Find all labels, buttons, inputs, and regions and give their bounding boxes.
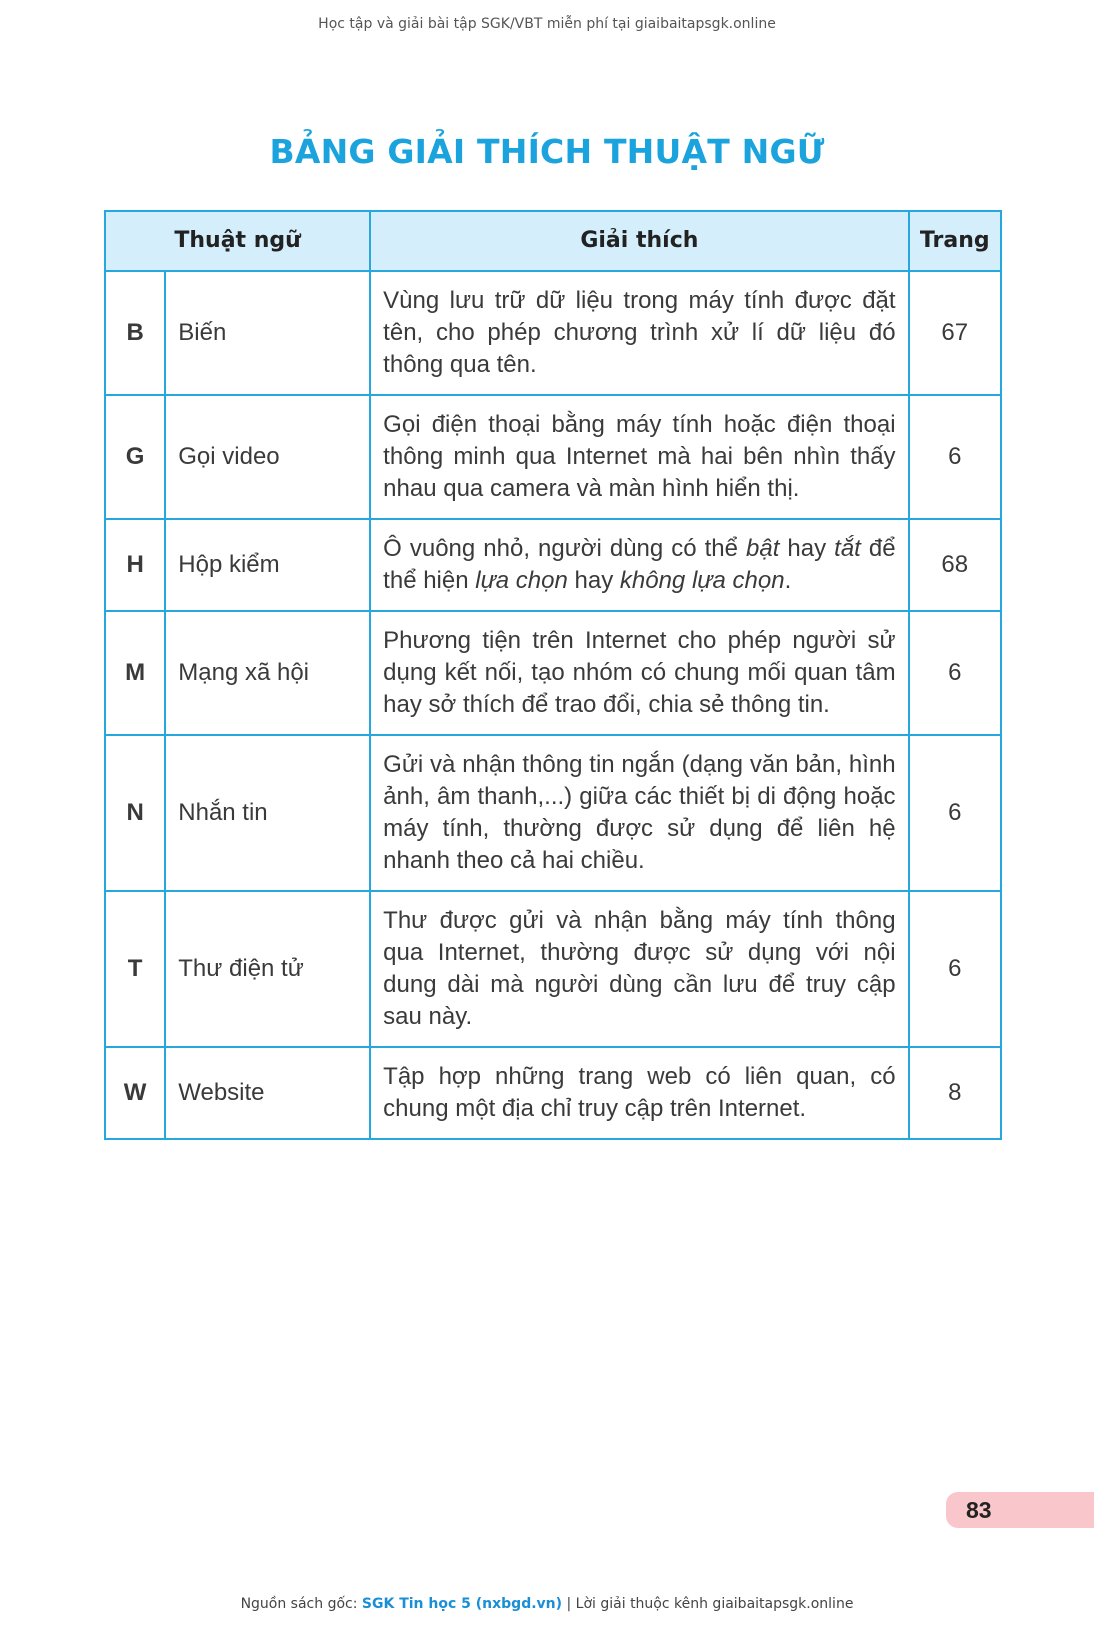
row-letter: N	[105, 735, 165, 891]
row-term: Mạng xã hội	[165, 611, 370, 735]
glossary-table	[104, 210, 1002, 1140]
row-definition: Tập hợp những trang web có liên quan, có chung một địa chỉ truy cập trên Internet.	[370, 1047, 908, 1139]
row-definition: Vùng lưu trữ dữ liệu trong máy tính được đặt tên, cho phép chương trình xử lí dữ liệu đó thông qua tên.	[370, 271, 908, 395]
row-definition: Ô vuông nhỏ, người dùng có thể bật hay tắt để thể hiện lựa chọn hay không lựa chọn.	[370, 519, 908, 611]
row-page: 8	[909, 1047, 1001, 1139]
footer-source: SGK Tin học 5 (nxbgd.vn)	[361, 1596, 563, 1612]
row-page: 6	[909, 891, 1001, 1047]
header-page: Trang	[909, 211, 1001, 271]
row-page: 68	[909, 519, 1001, 611]
row-page: 6	[909, 395, 1001, 519]
row-letter: W	[105, 1047, 165, 1139]
row-letter: M	[105, 611, 165, 735]
page-title: BẢNG GIẢI THÍCH THUẬT NGỮ	[269, 132, 825, 171]
row-letter: T	[105, 891, 165, 1047]
row-definition: Gọi điện thoại bằng máy tính hoặc điện thoại thông minh qua Internet mà hai bên nhìn thấy nhau qua camera và màn hình hiển thị.	[370, 395, 908, 519]
table-row	[105, 519, 1001, 611]
row-letter: B	[105, 271, 165, 395]
row-page: 67	[909, 271, 1001, 395]
row-page: 6	[909, 735, 1001, 891]
table-row	[105, 271, 1001, 395]
row-term: Website	[165, 1047, 370, 1139]
row-definition: Thư được gửi và nhận bằng máy tính thông qua Internet, thường được sử dụng với nội dung dài mà người dùng cần lưu để truy cập sau này.	[370, 891, 908, 1047]
row-page: 6	[909, 611, 1001, 735]
table-row	[105, 891, 1001, 1047]
table-row	[105, 611, 1001, 735]
header-definition: Giải thích	[370, 211, 908, 271]
top-note: Học tập và giải bài tập SGK/VBT miễn phí tại giaibaitapsgk.online	[318, 16, 776, 32]
footer-prefix: Nguồn sách gốc:	[240, 1596, 362, 1612]
row-definition: Phương tiện trên Internet cho phép người sử dụng kết nối, tạo nhóm có chung mối quan tâm hay sở thích để trao đổi, chia sẻ thông tin.	[370, 611, 908, 735]
row-term: Gọi video	[165, 395, 370, 519]
table-row	[105, 1047, 1001, 1139]
footer-note	[0, 1596, 1094, 1612]
row-letter: G	[105, 395, 165, 519]
table-row	[105, 395, 1001, 519]
header-term: Thuật ngữ	[105, 211, 370, 271]
row-term: Nhắn tin	[165, 735, 370, 891]
row-term: Thư điện tử	[165, 891, 370, 1047]
row-term: Biến	[165, 271, 370, 395]
table-header-row	[105, 211, 1001, 271]
page-number-badge: 83	[946, 1492, 1094, 1528]
table-row	[105, 735, 1001, 891]
footer-suffix: | Lời giải thuộc kênh giaibaitapsgk.online	[562, 1596, 854, 1612]
row-letter: H	[105, 519, 165, 611]
row-term: Hộp kiểm	[165, 519, 370, 611]
row-definition: Gửi và nhận thông tin ngắn (dạng văn bản, hình ảnh, âm thanh,...) giữa các thiết bị di động hoặc máy tính, thường được sử dụng để liên hệ nhanh theo cả hai chiều.	[370, 735, 908, 891]
